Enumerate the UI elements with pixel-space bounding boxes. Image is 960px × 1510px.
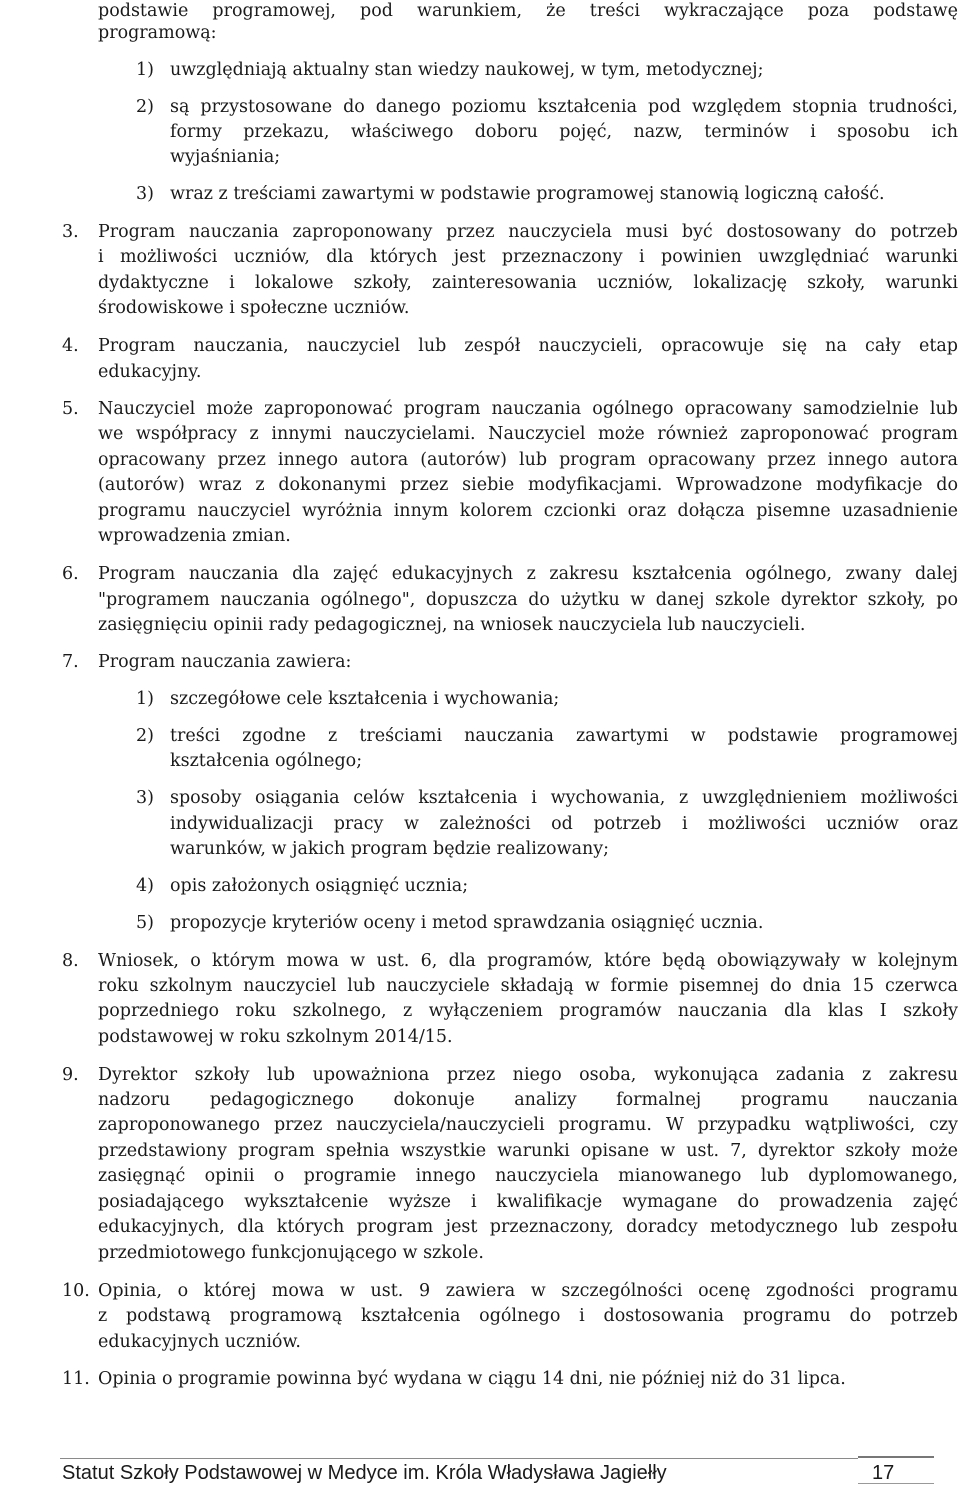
text-line: posiadającego wykształcenie wyższe i kwalifikacje wymagane do prowadzenia zajęć [98, 1192, 958, 1212]
page-number: 17 [872, 1462, 895, 1484]
text-line: wprowadzenia zmian. [98, 526, 291, 546]
list-number: 3) [136, 184, 154, 204]
text-line: Dyrektor szkoły lub upoważniona przez niego osoba, wykonująca zadania z zakresu [98, 1065, 958, 1085]
list-number: 2) [136, 97, 154, 117]
text-line: uwzględniają aktualny stan wiedzy naukowej, w tym, metodycznej; [170, 60, 764, 80]
text-line: nadzoru pedagogicznego dokonuje analizy formalnej programu nauczania [98, 1090, 958, 1110]
text-line: we współpracy z innymi nauczycielami. Nauczyciel może również zaproponować program [98, 424, 958, 444]
text-line: wyjaśniania; [170, 147, 281, 167]
list-number: 8. [62, 951, 79, 971]
text-line: indywidualizacji pracy w zależności od potrzeb i możliwości uczniów oraz [170, 814, 958, 834]
text-line: dydaktyczne i lokalowe szkoły, zainteresowania uczniów, lokalizację szkoły, warunki [98, 273, 958, 293]
list-number: 3) [136, 788, 154, 808]
text-line: edukacyjny. [98, 362, 202, 382]
list-number: 10. [62, 1281, 90, 1301]
text-line: środowiskowe i społeczne uczniów. [98, 298, 410, 318]
text-line: poprzedniego roku szkolnego, z wyłączeniem programów nauczania dla klas I szkoły [98, 1001, 958, 1021]
text-line: z podstawą programową kształcenia ogólnego i dostosowania programu do potrzeb [98, 1306, 958, 1326]
text-line: zasięgnąć opinii o programie innego nauczyciela mianowanego lub dyplomowanego, [98, 1166, 958, 1186]
list-number: 4. [62, 336, 79, 356]
footer-page-rule-top [858, 1456, 934, 1458]
text-line: treści zgodne z treściami nauczania zawartymi w podstawie programowej [170, 726, 958, 746]
list-number: 7. [62, 652, 79, 672]
text-line: opracowany przez innego autora (autorów) lub program opracowany przez innego autora [98, 450, 958, 470]
text-line: opis założonych osiągnięć ucznia; [170, 876, 469, 896]
text-line: zaproponowanego przez nauczyciela/nauczycieli programu. W przypadku wątpliwości, czy [98, 1115, 958, 1135]
list-number: 6. [62, 564, 79, 584]
list-number: 3. [62, 222, 79, 242]
text-line: szczegółowe cele kształcenia i wychowania; [170, 689, 560, 709]
text-line: edukacyjnych uczniów. [98, 1332, 301, 1352]
text-line: propozycje kryteriów oceny i metod sprawdzania osiągnięć ucznia. [170, 913, 764, 933]
text-line: przedmiotowego funkcjonującego w szkole. [98, 1243, 484, 1263]
list-number: 2) [136, 726, 154, 746]
text-line: zasięgnięciu opinii rady pedagogicznej, na wniosek nauczyciela lub nauczycieli. [98, 615, 806, 635]
text-line: warunków, w jakich program będzie realizowany; [170, 839, 610, 859]
text-line: sposoby osiągania celów kształcenia i wychowania, z uwzględnieniem możliwości [170, 788, 958, 808]
text-line: programową: [98, 23, 217, 43]
text-line: (autorów) wraz z dokonanymi przez siebie modyfikacjami. Wprowadzone modyfikacje do [98, 475, 958, 495]
text-line: wraz z treściami zawartymi w podstawie programowej stanowią logiczną całość. [170, 184, 885, 204]
text-line: roku szkolnym nauczyciel lub nauczyciele składają w formie pisemnej do dnia 15 czerwca [98, 976, 958, 996]
text-line: Nauczyciel może zaproponować program nauczania ogólnego opracowany samodzielnie lub [98, 399, 958, 419]
list-number: 9. [62, 1065, 79, 1085]
text-line: programu nauczyciel wyróżnia innym kolorem czcionki oraz dołącza pisemne uzasadnienie [98, 501, 958, 521]
list-number: 1) [136, 60, 154, 80]
text-line: Program nauczania zaproponowany przez nauczyciela musi być dostosowany do potrzeb [98, 222, 958, 242]
text-line: podstawie programowej, pod warunkiem, że treści wykraczające poza podstawę [98, 1, 958, 21]
text-line: podstawowej w roku szkolnym 2014/15. [98, 1027, 453, 1047]
list-number: 1) [136, 689, 154, 709]
list-number: 11. [62, 1369, 90, 1389]
text-line: przedstawiony program spełnia wszystkie warunki opisane w ust. 7, dyrektor szkoły może [98, 1141, 958, 1161]
footer-title: Statut Szkoły Podstawowej w Medyce im. Króla Władysława Jagiełły [62, 1462, 667, 1484]
list-number: 5) [136, 913, 154, 933]
text-line: formy przekazu, właściwego doboru pojęć, nazw, terminów i sposobu ich [170, 122, 958, 142]
list-number: 4) [136, 876, 154, 896]
text-line: Program nauczania, nauczyciel lub zespół nauczycieli, opracowuje się na cały etap [98, 336, 958, 356]
text-line: edukacyjnych, dla których program jest przeznaczony, doradcy metodycznego lub zespołu [98, 1217, 958, 1237]
text-line: Wniosek, o którym mowa w ust. 6, dla programów, które będą obowiązywały w kolejnym [98, 951, 958, 971]
text-line: Opinia, o której mowa w ust. 9 zawiera w szczególności ocenę zgodności programu [98, 1281, 958, 1301]
footer-page-rule-bottom [858, 1483, 934, 1484]
text-line: kształcenia ogólnego; [170, 751, 363, 771]
text-line: są przystosowane do danego poziomu kształcenia pod względem stopnia trudności, [170, 97, 958, 117]
list-number: 5. [62, 399, 79, 419]
text-line: "programem nauczania ogólnego", dopuszcza do użytku w danej szkole dyrektor szkoły, po [98, 590, 958, 610]
text-line: Opinia o programie powinna być wydana w ciągu 14 dni, nie później niż do 31 lipca. [98, 1369, 846, 1389]
text-line: Program nauczania dla zajęć edukacyjnych z zakresu kształcenia ogólnego, zwany dalej [98, 564, 958, 584]
footer-rule [60, 1458, 858, 1459]
text-line: i możliwości uczniów, dla których jest przeznaczony i powinien uwzględniać warunki [98, 247, 958, 267]
text-line: Program nauczania zawiera: [98, 652, 352, 672]
